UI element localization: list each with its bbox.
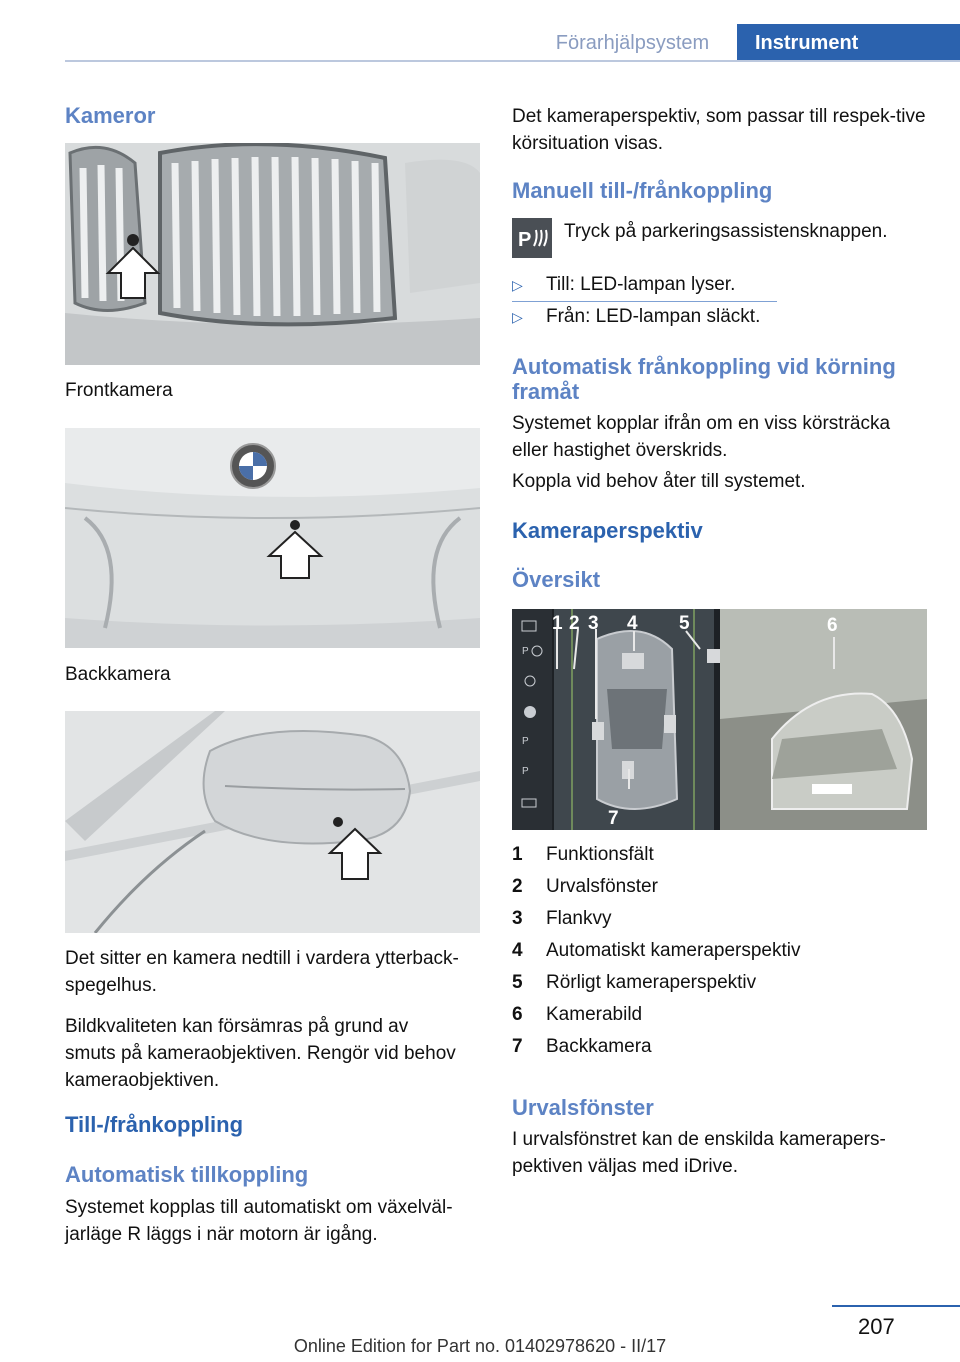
callout-3: 3 bbox=[588, 613, 599, 634]
legend-label: Urvalsfönster bbox=[546, 876, 658, 897]
para-image-quality: Bildkvaliteten kan försämras på grund av smuts på kameraobjektiven. Rengör vid behov kameraobjektiven. bbox=[65, 1016, 456, 1091]
page-number: 207 bbox=[858, 1314, 895, 1339]
para-mirror-camera: Det sitter en kamera nedtill i vardera ytterback-spegelhus. bbox=[65, 948, 459, 996]
caption-front-camera: Frontkamera bbox=[65, 380, 173, 401]
heading-auto-on: Automatisk tillkoppling bbox=[65, 1162, 309, 1187]
header-rule bbox=[65, 60, 960, 62]
legend-number: 6 bbox=[512, 1004, 523, 1025]
legend-label: Funktionsfält bbox=[546, 844, 654, 865]
list-item-label: Från: LED-lampan släckt. bbox=[546, 306, 761, 327]
callout-7: 7 bbox=[608, 808, 619, 829]
para-selection-window: I urvalsfönstret kan de enskilda kamerapers-pektiven väljas med iDrive. bbox=[512, 1129, 886, 1177]
legend-number: 2 bbox=[512, 876, 523, 897]
heading-camera-views: Kameraperspektiv bbox=[512, 518, 703, 543]
para-auto-on: Systemet kopplas till automatiskt om växelväl-jarläge R läggs i när motorn är igång. bbox=[65, 1197, 453, 1245]
list-marker: ▷ bbox=[512, 277, 523, 293]
heading-selection-window: Urvalsfönster bbox=[512, 1095, 654, 1120]
legend-number: 5 bbox=[512, 972, 523, 993]
legend-number: 3 bbox=[512, 908, 523, 929]
legend-number: 1 bbox=[512, 844, 523, 865]
list-item-label: Till: LED-lampan lyser. bbox=[546, 274, 736, 295]
svg-text:P: P bbox=[522, 736, 529, 747]
heading-manual: Manuell till-/frånkoppling bbox=[512, 178, 773, 203]
legend-label: Flankvy bbox=[546, 908, 612, 929]
legend-label: Backkamera bbox=[546, 1036, 652, 1057]
rear-camera-image bbox=[65, 428, 480, 648]
camera-overview-screen bbox=[512, 609, 927, 830]
para-auto-off: Systemet kopplar ifrån om en viss körsträcka eller hastighet överskrids. bbox=[512, 413, 891, 461]
heading-auto-off: Automatisk frånkoppling vid körning framåt bbox=[512, 354, 896, 404]
header-chapter-tab: Instrument bbox=[737, 24, 960, 62]
svg-text:P: P bbox=[522, 646, 529, 657]
para-reconnect: Koppla vid behov åter till systemet. bbox=[512, 471, 806, 492]
callout-6: 6 bbox=[827, 615, 838, 636]
callout-5: 5 bbox=[679, 613, 690, 634]
legend-label: Automatiskt kameraperspektiv bbox=[546, 940, 801, 961]
legend-number: 4 bbox=[512, 940, 523, 961]
callout-1: 1 bbox=[552, 613, 563, 634]
svg-text:P: P bbox=[522, 766, 529, 777]
svg-text:P: P bbox=[518, 229, 532, 251]
caption-rear-camera: Backkamera bbox=[65, 664, 171, 685]
button-instruction: Tryck på parkeringsassistensknappen. bbox=[564, 221, 888, 242]
para-perspective: Det kameraperspektiv, som passar till respek-tive körsituation visas. bbox=[512, 106, 926, 154]
legend-label: Kamerabild bbox=[546, 1004, 643, 1025]
header-section-label: Förarhjälpsystem bbox=[555, 32, 710, 54]
list-divider bbox=[512, 301, 777, 302]
front-camera-image bbox=[65, 143, 480, 365]
parking-assist-button-icon bbox=[512, 218, 552, 258]
callout-4: 4 bbox=[627, 613, 638, 634]
heading-cameras: Kameror bbox=[65, 103, 156, 128]
legend-label: Rörligt kameraperspektiv bbox=[546, 972, 757, 993]
legend-number: 7 bbox=[512, 1036, 523, 1057]
list-marker: ▷ bbox=[512, 309, 523, 325]
footer-edition: Online Edition for Part no. 01402978620 - II/17 bbox=[293, 1336, 667, 1356]
heading-on-off: Till-/frånkoppling bbox=[65, 1112, 244, 1137]
footer-rule bbox=[832, 1305, 960, 1307]
callout-2: 2 bbox=[569, 613, 580, 634]
heading-overview: Översikt bbox=[512, 567, 601, 592]
side-mirror-camera-image bbox=[65, 711, 480, 933]
